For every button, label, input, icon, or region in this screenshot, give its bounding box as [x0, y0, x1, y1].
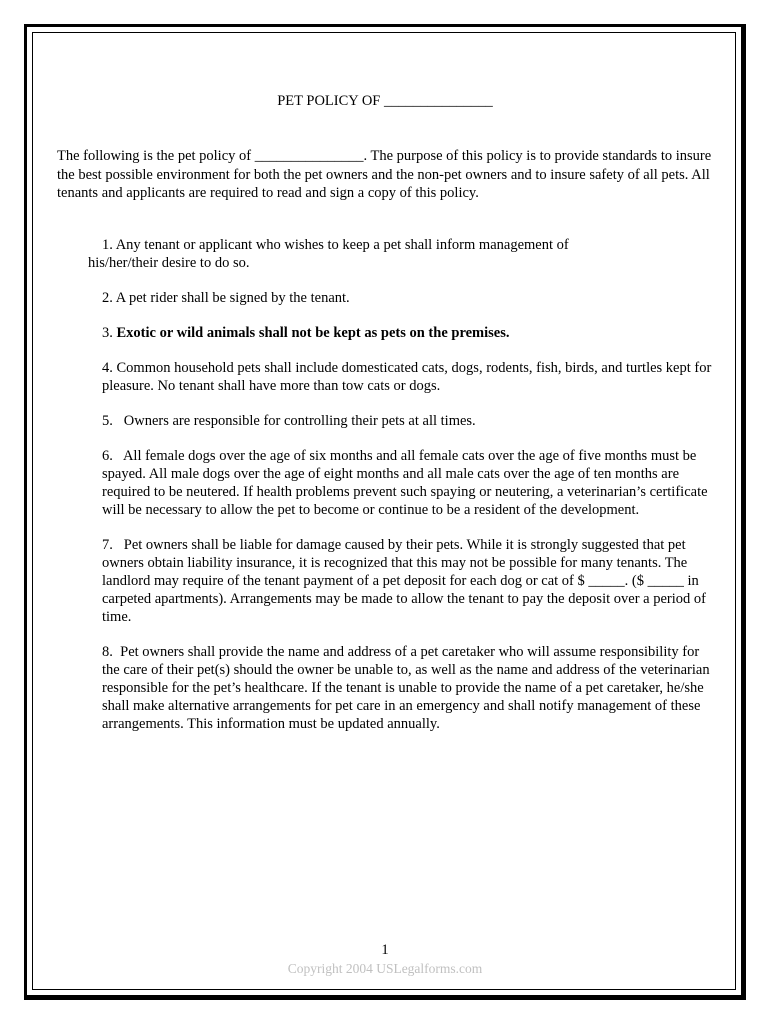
policy-item-4: [102, 359, 716, 395]
policy-item-text: Pet owners shall provide the name and address of a pet caretaker who will assume responsibility for the care of their pet(s) should the owner be unable to, as well as the name and address of the veterinarian responsible for the pet’s healthcare. If the tenant is unable to provide the name of a pet caretaker, he/she shall make alternative arrangements for pet care in an emergency and shall notify management of these arrangements. This information must be updated annually.: [102, 644, 710, 732]
copyright-notice: Copyright 2004 USLegalforms.com: [287, 961, 483, 976]
policy-item-8: [102, 643, 716, 733]
policy-item-text: Any tenant or applicant who wishes to keep a pet shall inform management of: [115, 237, 569, 253]
policy-item-6: [102, 447, 716, 519]
policy-item-2: [102, 289, 716, 307]
policy-item-number: 7.: [102, 537, 124, 553]
policy-item-text: Pet owners shall be liable for damage caused by their pets. While it is strongly suggested that pet owners obtain liability insurance, it is recognized that this may not be possible for many tenants. The landlord may require of the tenant payment of a pet deposit for each dog or cat of $ _____. ($ _____ in carpeted apartments). Arrangements may be made to allow the tenant to pay the deposit over a period of time.: [102, 537, 706, 625]
page-number: 1: [381, 942, 389, 958]
policy-item-number: 4.: [102, 360, 117, 376]
policy-item-number: 1.: [102, 237, 116, 253]
policy-item-number: 6.: [102, 448, 123, 464]
policy-item-text: Common household pets shall include domesticated cats, dogs, rodents, fish, birds, and turtles kept for pleasure. No tenant shall have more than tow cats or dogs.: [102, 360, 712, 394]
policy-item-number: 5.: [102, 413, 124, 429]
policy-item-text: Owners are responsible for controlling their pets at all times.: [123, 413, 476, 429]
policy-item-text: A pet rider shall be signed by the tenant.: [115, 290, 350, 306]
policy-item-text-continuation: his/her/their desire to do so.: [88, 255, 250, 271]
policy-item-7: [102, 536, 716, 626]
policy-item-1: [88, 236, 716, 272]
policy-item-text: All female dogs over the age of six months and all female cats over the age of five months must be spayed. All male dogs over the age of eight months and all male cats over the age of ten months are required to be neutered. If health problems prevent such spaying or neutering, a veterinarian’s certificate will be necessary to allow the pet to become or continue to be a resident of the development.: [102, 448, 708, 518]
policy-item-text: Exotic or wild animals shall not be kept as pets on the premises.: [116, 325, 510, 341]
intro-paragraph: The following is the pet policy of _______________. The purpose of this policy is to provide standards to insure the best possible environment for both the pet owners and the non-pet owners and to insure safety of all pets. All tenants and applicants are required to read and sign a copy of this policy.: [57, 148, 712, 201]
policy-item-number: 2.: [102, 290, 116, 306]
policy-item-3: [102, 324, 716, 342]
policy-item-number: 8.: [102, 644, 121, 660]
policy-list: [88, 236, 716, 750]
policy-item-5: [102, 412, 716, 430]
policy-item-number: 3.: [102, 325, 117, 341]
document-title: PET POLICY OF _______________: [277, 93, 493, 109]
